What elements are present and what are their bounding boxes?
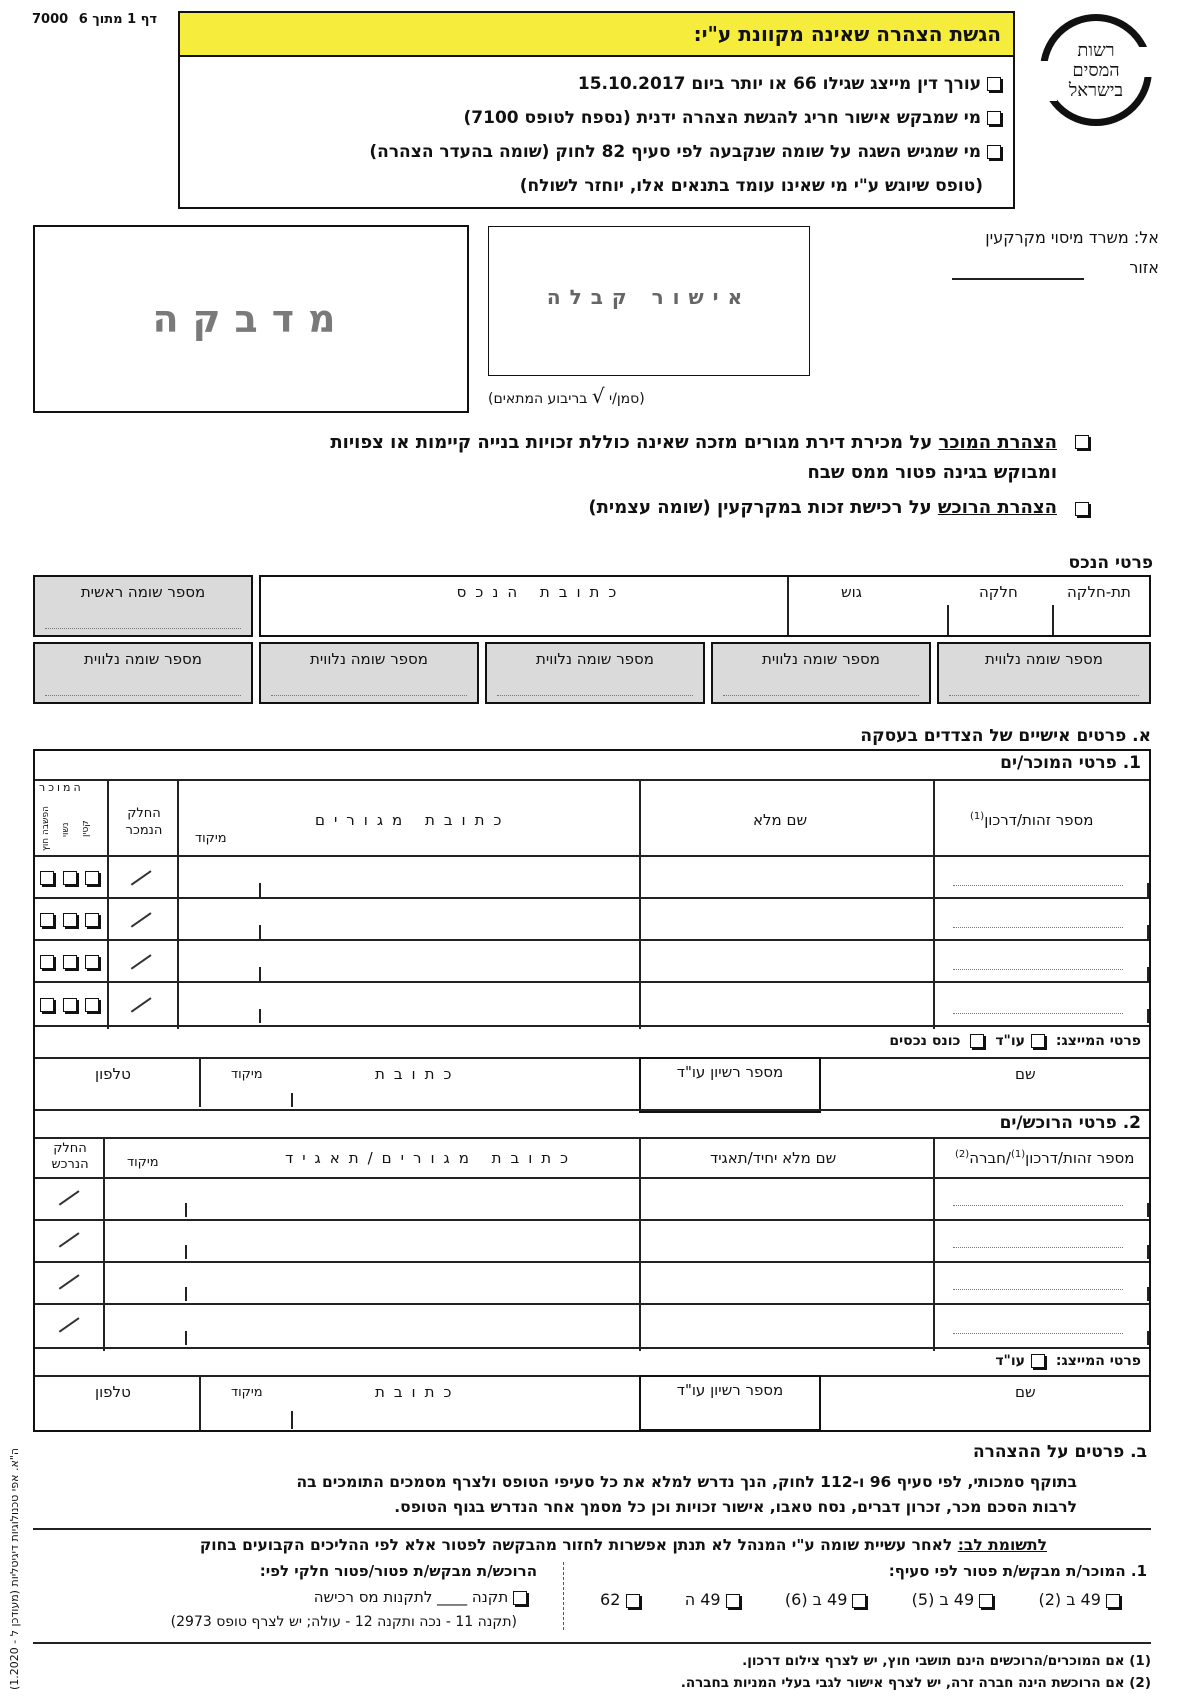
buyer-regulation-note: (תקנה 11 - נכה ותקנה 12 - עולה; יש לצרף טופס 2973) — [170, 1614, 517, 1630]
lawyer-checkbox[interactable] — [1031, 1354, 1045, 1368]
seller-rep-zip-label: מיקוד — [231, 1067, 263, 1082]
submission-box — [178, 11, 1015, 209]
sub-parcel-label: תת-חלקה — [1067, 583, 1131, 601]
minor-checkbox[interactable] — [85, 998, 99, 1012]
attention-note: לתשומת לב: לאחר עשיית שומה ע"י המנהל לא תנתן אפשרות לחזור מהבקשה לפטור אלא לפי ההליכים הקבועים בחוק — [199, 1536, 1047, 1554]
seller-rep-name-label: שם — [1015, 1065, 1036, 1083]
property-address-label: כתובת הנכס — [456, 583, 626, 601]
seller-declaration-option[interactable]: הצהרת המוכר על מכירת דירת מגורים מזכה שאינה כוללת זכויות בנייה קיימות או צפויות ומבוקש בגינה פטור ממס שבח — [27, 428, 1057, 488]
option-objection[interactable]: מי שמגיש השגה על שומה שנקבעה לפי סעיף 82 לחוק (שומה בהעדר הצהרה) — [180, 135, 1001, 169]
page-indicator: דף 1 מתוך 6 — [78, 12, 158, 27]
exemption-option[interactable]: 62 — [600, 1590, 639, 1609]
lawyer-checkbox[interactable] — [1031, 1034, 1045, 1048]
minor-checkbox[interactable] — [85, 955, 99, 969]
area-label: אזור — [1129, 258, 1159, 277]
seller-address-header: כתובת מגורים — [315, 811, 511, 829]
seller-exemption-title: 1. המוכר/ת מבקש/ת פטור לפי סעיף: — [888, 1562, 1147, 1580]
buyer-zip-header: מיקוד — [127, 1155, 159, 1170]
exemption-option[interactable]: 49 ב (6) — [785, 1590, 867, 1609]
seller-type-header: המוכר — [39, 781, 84, 794]
seller-name-header: שם מלא — [753, 811, 808, 829]
checkbox[interactable] — [987, 111, 1001, 125]
section-b-title: ב. פרטים על ההצהרה — [972, 1442, 1147, 1462]
buyer-declaration-option[interactable]: הצהרת הרוכש על רכישת זכות במקרקעין (שומה עצמית) — [588, 497, 1057, 518]
receipt-hint: (סמן/י √ בריבוע המתאים) — [488, 384, 645, 408]
minor-header: קטין — [81, 820, 91, 837]
buyer-id-header: מספר זהות/דרכון$^{(1)}$/חברה$^{(2)}$ — [955, 1149, 1135, 1167]
seller-rep-license-field[interactable]: מספר רשיון עו"ד — [639, 1057, 821, 1113]
tax-authority-logo: רשות המסים בישראל — [1040, 14, 1152, 126]
buyer-share-header: החלק הנרכש — [51, 1141, 89, 1172]
main-assessment-field[interactable]: מספר שומה ראשית — [33, 575, 253, 637]
bankrupt-checkbox[interactable] — [40, 871, 54, 885]
submission-title: הגשת הצהרה שאינה מקוונת ע"י: — [693, 22, 1001, 46]
section-b-text: בתוקף סמכותי, לפי סעיף 96 ו-112 לחוק, הנך נדרש למלא את כל סעיפי הטופס ולצרף מסמכים התומכים בה לרבות הסכם מכר, זכרון דברים, נסח טאבו, אישור זכויות וכן כל מסמך אחר הנדרש בגוף הטופס. — [296, 1473, 1077, 1516]
sticker-label: מדבקה — [152, 297, 350, 341]
exemption-options — [600, 1590, 1120, 1609]
bankrupt-header: הפשבה חוץ — [41, 805, 51, 851]
buyer-regulation-option[interactable]: תקנה ____ לתקנות מס רכישה — [314, 1588, 527, 1606]
buyer-address-header: כתובת מגורים/תאגיד — [285, 1149, 578, 1167]
bankrupt-checkbox[interactable] — [40, 913, 54, 927]
office-to: אל: משרד מיסוי מקרקעין — [985, 228, 1159, 247]
footnote-1: (1) אם המוכרים/הרוכשים הינם תושבי חוץ, יש לצרף צילום דרכון. — [742, 1653, 1151, 1669]
section-a-title: א. פרטים אישיים של הצדדים בעסקה — [860, 726, 1151, 746]
buyer-rep-name-label: שם — [1015, 1383, 1036, 1401]
buyer-name-header: שם מלא יחיד/תאגיד — [710, 1149, 837, 1167]
property-title: פרטי הנכס — [1068, 553, 1153, 573]
seller-zip-header: מיקוד — [195, 831, 227, 846]
property-details-box — [259, 575, 1151, 637]
sellers-title: 1. פרטי המוכר/ים — [1000, 753, 1141, 773]
minor-checkbox[interactable] — [85, 871, 99, 885]
exemption-option[interactable]: 49 ה — [685, 1590, 740, 1609]
receiver-checkbox[interactable] — [970, 1034, 984, 1048]
block-label: גוש — [841, 583, 862, 601]
buyer-rep-phone-label: טלפון — [95, 1383, 131, 1401]
buyer-rep-address-label: כתובת — [375, 1383, 461, 1401]
parties-table — [33, 749, 1151, 1432]
linked-assessment-field[interactable]: מספר שומה נלווית — [937, 642, 1151, 704]
bankrupt-checkbox[interactable] — [40, 998, 54, 1012]
checkbox[interactable] — [513, 1591, 527, 1605]
checkbox[interactable] — [987, 77, 1001, 91]
seller-share-header: החלק הנמכר — [125, 806, 163, 838]
buyer-rep-line: פרטי המייצג: עו"ד — [995, 1353, 1141, 1369]
minor-checkbox[interactable] — [85, 913, 99, 927]
seller-rep-phone-label: טלפון — [95, 1065, 131, 1083]
receipt-stamp: אישור קבלה — [546, 285, 752, 309]
seller-rep-line: פרטי המייצג: עו"ד כונס נכסים — [889, 1033, 1141, 1049]
option-senior-lawyer[interactable]: עורך דין מייצג שגילו 66 או יותר ביום 15.10.2017 — [180, 67, 1001, 101]
linked-assessment-field[interactable]: מספר שומה נלווית — [259, 642, 479, 704]
married-checkbox[interactable] — [63, 913, 77, 927]
return-note: (טופס שיוגש ע"י מי שאינו עומד בתנאים אלו, יוחזר לשולח) — [519, 176, 983, 196]
linked-assessment-field[interactable]: מספר שומה נלווית — [711, 642, 931, 704]
checkbox[interactable] — [1075, 502, 1089, 516]
married-header: נשוי — [61, 822, 71, 837]
footnotes — [681, 1650, 1151, 1694]
parcel-label: חלקה — [979, 583, 1018, 601]
checkbox[interactable] — [1075, 435, 1089, 449]
seller-id-header: מספר זהות/דרכון$^{(1)}$ — [970, 811, 1094, 829]
buyer-exemption-title: הרוכש/ת מבקש/ת פטור/פטור חלקי לפי: — [259, 1562, 537, 1580]
buyer-rep-license-field[interactable]: מספר רשיון עו"ד — [639, 1375, 821, 1431]
area-field[interactable] — [952, 278, 1084, 280]
footnote-2: (2) אם הרוכשת הינה חברה זרה, יש לצרף אישור לגבי בעלי המניות בחברה. — [680, 1675, 1151, 1691]
linked-assessment-field[interactable]: מספר שומה נלווית — [485, 642, 705, 704]
checkbox[interactable] — [987, 145, 1001, 159]
printer-credit: ה"א. אפי טכנולוגיות דיגיטליות (מעודכן ל - 1.2020) — [8, 1447, 21, 1690]
married-checkbox[interactable] — [63, 871, 77, 885]
married-checkbox[interactable] — [63, 955, 77, 969]
buyer-rep-zip-label: מיקוד — [231, 1385, 263, 1400]
submission-title-bar — [180, 13, 1013, 57]
receipt-box — [488, 226, 810, 376]
form-number: 7000 — [32, 12, 69, 27]
option-exception-approval[interactable]: מי שמבקש אישור חריג להגשת הצהרה ידנית (נספח לטופס 7100) — [180, 101, 1001, 135]
seller-rep-address-label: כתובת — [375, 1065, 461, 1083]
exemption-option[interactable]: 49 ב (2) — [1038, 1590, 1120, 1609]
bankrupt-checkbox[interactable] — [40, 955, 54, 969]
married-checkbox[interactable] — [63, 998, 77, 1012]
linked-assessment-field[interactable]: מספר שומה נלווית — [33, 642, 253, 704]
exemption-divider — [563, 1562, 564, 1630]
sticker-box — [33, 225, 469, 413]
exemption-option[interactable]: 49 ב (5) — [912, 1590, 994, 1609]
buyers-title: 2. פרטי הרוכש/ים — [999, 1113, 1141, 1133]
